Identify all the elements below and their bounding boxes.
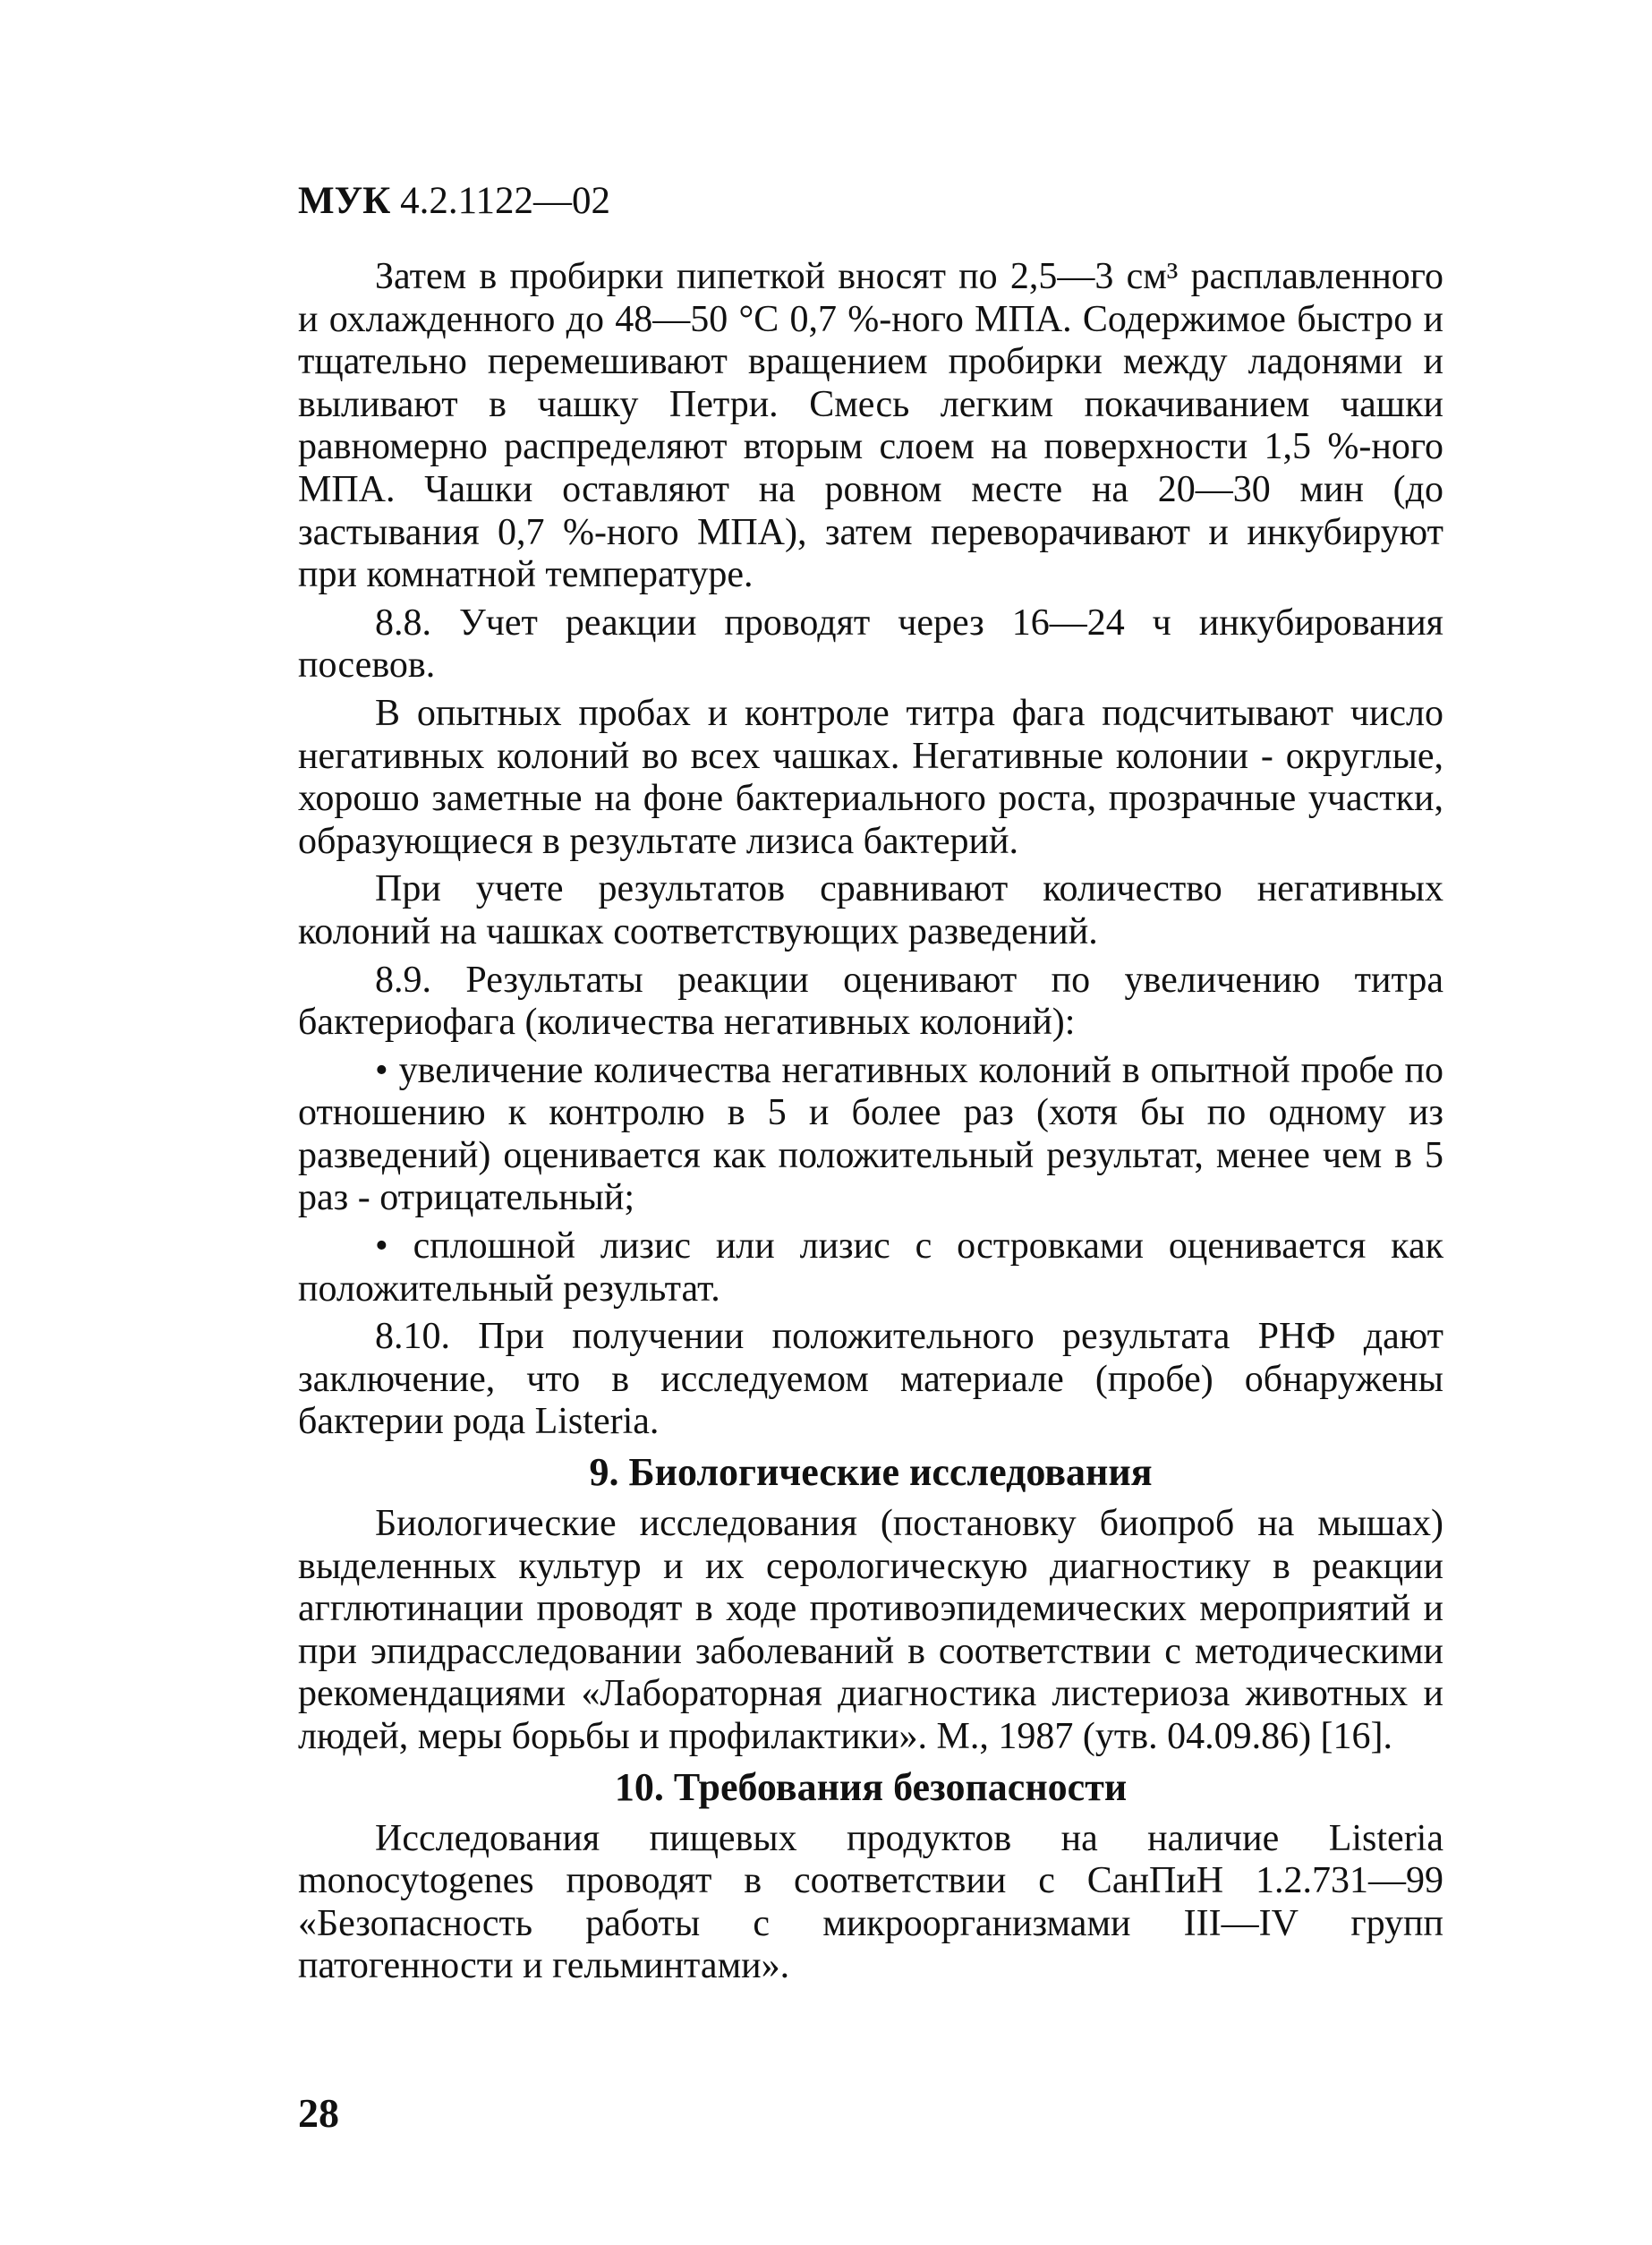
paragraph-8-9: 8.9. Результаты реакции оценивают по увеличению титра бактериофага (количества негативных колоний): xyxy=(298,959,1443,1044)
paragraph-8-8: 8.8. Учет реакции проводят через 16—24 ч инкубирования посевов. xyxy=(298,602,1443,687)
section-9-text: Биологические исследования (постановку биопроб на мышах) выделенных культур и их серологическую диагностику в реакции агглютинации проводят в ходе противоэпидемических мероприятий и при эпидрасследовании заболеваний в соответствии с методическими рекомендациями «Лабораторная диагностика листериоза животных и людей, меры борьбы и профилактики». М., 1987 (утв. 04.09.86) [16]. xyxy=(298,1503,1443,1757)
page-number: 28 xyxy=(298,2090,339,2136)
section-10-heading: 10. Требования безопасности xyxy=(614,1764,1128,1809)
paragraph-8-10: 8.10. При получении положительного результата РНФ дают заключение, что в исследуемом материале (пробе) обнаружены бактерии рода Listeria. xyxy=(298,1316,1443,1443)
paragraph-results-comparison: При учете результатов сравнивают количество негативных колоний на чашках соответствующих разведений. xyxy=(298,868,1443,952)
paragraph-agar-layer: Затем в пробирки пипеткой вносят по 2,5—3 см³ расплавленного и охлажденного до 48—50 °С 0,7 %-ного МПА. Содержимое быстро и тщательно перемешивают вращением пробирки между ладонями и выливают в чашку Петри. Смесь легким покачиванием чашки равномерно распределяют вторым слоем на поверхности 1,5 %-ного МПА. Чашки оставляют на ровном месте на 20—30 мин (до застывания 0,7 %-ного МПА), затем переворачивают и инкубируют при комнатной температуре. xyxy=(298,256,1443,596)
paragraph-negative-colonies: В опытных пробах и контроле титра фага подсчитывают число негативных колоний во всех чашках. Негативные колонии - округлые, хорошо заметные на фоне бактериального роста, прозрачные участки, образующиеся в результате лизиса бактерий. xyxy=(298,692,1443,862)
header-title: МУК xyxy=(298,180,391,222)
document-body xyxy=(298,256,1443,1993)
header-code: 4.2.1122—02 xyxy=(400,180,610,222)
bullet-lysis: • сплошной лизис или лизис с островками оценивается как положительный результат. xyxy=(298,1225,1443,1310)
bullet-increase: • увеличение количества негативных колоний в опытной пробе по отношению к контролю в 5 и более раз (хотя бы по одному из разведений) оценивается как положительный результат, менее чем в 5 раз - отрицательный; xyxy=(298,1049,1443,1219)
section-10-text: Исследования пищевых продуктов на наличие Listeria monocytogenes проводят в соответствии с СанПиН 1.2.731—99 «Безопасность работы с микроорганизмами III—IV групп патогенности и гельминтами». xyxy=(298,1817,1443,1987)
section-9-heading: 9. Биологические исследования xyxy=(589,1450,1153,1495)
page-header xyxy=(298,179,610,223)
